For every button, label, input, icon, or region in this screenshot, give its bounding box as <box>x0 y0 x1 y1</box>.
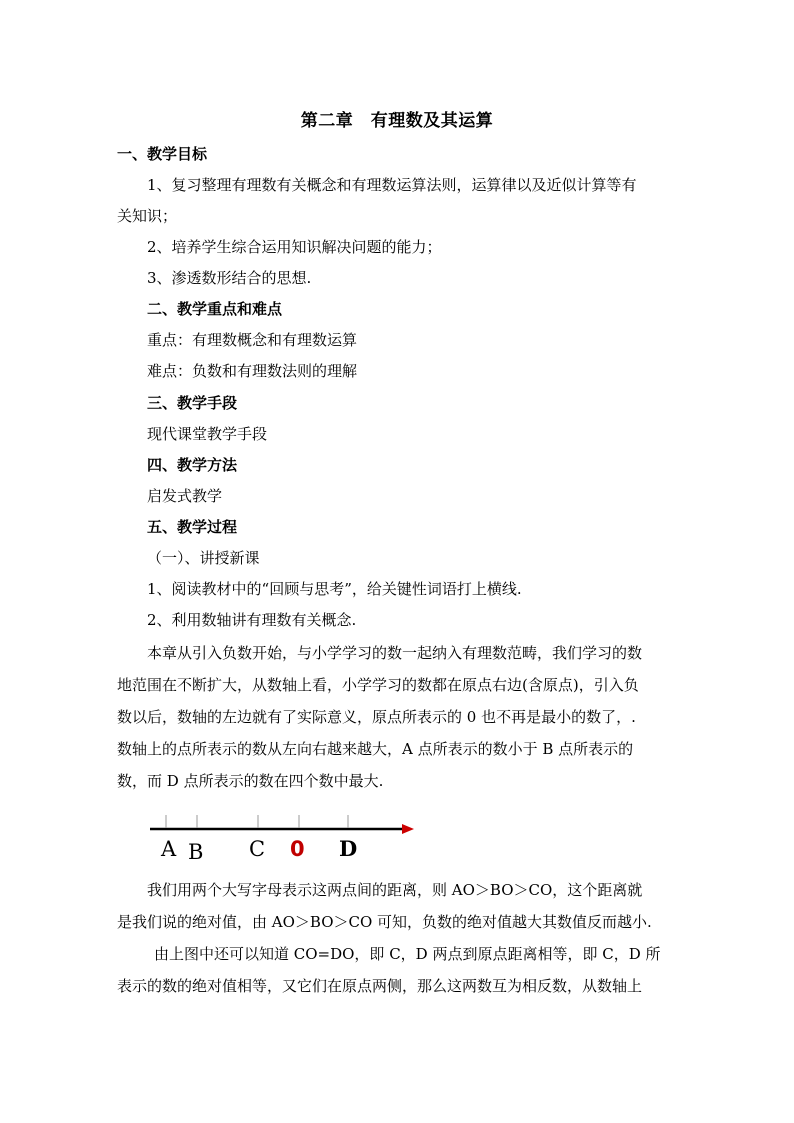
label-b: B <box>188 840 204 864</box>
label-c: C <box>249 837 266 861</box>
paragraph-line: 数轴上的点所表示的数从左向右越来越大，A 点所表示的数小于 B 点所表示的 <box>117 740 634 758</box>
number-line-arrow <box>402 824 414 834</box>
section-heading-means: 三、教学手段 <box>147 394 238 412</box>
paragraph-line: 1、阅读教材中的“回顾与思考”，给关键性词语打上横线. <box>147 580 522 598</box>
paragraph-line: 表示的数的绝对值相等，又它们在原点两侧，那么这两数互为相反数，从数轴上 <box>117 977 643 995</box>
paragraph-line: 地范围在不断扩大，从数轴上看，小学学习的数都在原点右边(含原点)，引入负 <box>117 676 639 694</box>
label-d: D <box>339 836 358 861</box>
paragraph-line: 本章从引入负数开始，与小学学习的数一起纳入有理数范畴，我们学习的数 <box>147 644 643 662</box>
paragraph-line: 现代课堂教学手段 <box>147 425 268 443</box>
paragraph-line: 启发式教学 <box>147 487 223 505</box>
section-heading-focus: 二、教学重点和难点 <box>147 300 283 318</box>
paragraph-line: 2、利用数轴讲有理数有关概念. <box>147 611 357 629</box>
paragraph-line: 数，而 D 点所表示的数在四个数中最大. <box>117 772 384 790</box>
label-a: A <box>161 837 177 861</box>
section-heading-method: 四、教学方法 <box>147 456 238 474</box>
chapter-title: 第二章 有理数及其运算 <box>300 111 494 131</box>
label-origin: 0 <box>290 837 305 861</box>
paragraph-line: （一）、讲授新课 <box>147 549 260 567</box>
paragraph-line: 数以后，数轴的左边就有了实际意义，原点所表示的 0 也不再是最小的数了，. <box>117 708 636 726</box>
number-line-diagram <box>140 806 430 866</box>
paragraph-line: 关知识； <box>117 207 178 225</box>
section-heading-process: 五、教学过程 <box>147 518 238 536</box>
paragraph-line: 重点：有理数概念和有理数运算 <box>147 331 358 349</box>
paragraph-line: 是我们说的绝对值，由 AO＞BO＞CO 可知，负数的绝对值越大其数值反而越小. <box>117 913 652 931</box>
paragraph-line: 我们用两个大写字母表示这两点间的距离，则 AO＞BO＞CO，这个距离就 <box>147 881 643 899</box>
paragraph-line: 由上图中还可以知道 CO=DO，即 C，D 两点到原点距离相等，即 C，D 所 <box>154 945 661 963</box>
paragraph-line: 1、复习整理有理数有关概念和有理数运算法则，运算律以及近似计算等有 <box>147 176 637 194</box>
paragraph-line: 难点：负数和有理数法则的理解 <box>147 362 358 380</box>
paragraph-line: 3、渗透数形结合的思想. <box>147 269 312 287</box>
paragraph-line: 2、培养学生综合运用知识解决问题的能力； <box>147 238 442 256</box>
section-heading-goals: 一、教学目标 <box>117 145 208 163</box>
